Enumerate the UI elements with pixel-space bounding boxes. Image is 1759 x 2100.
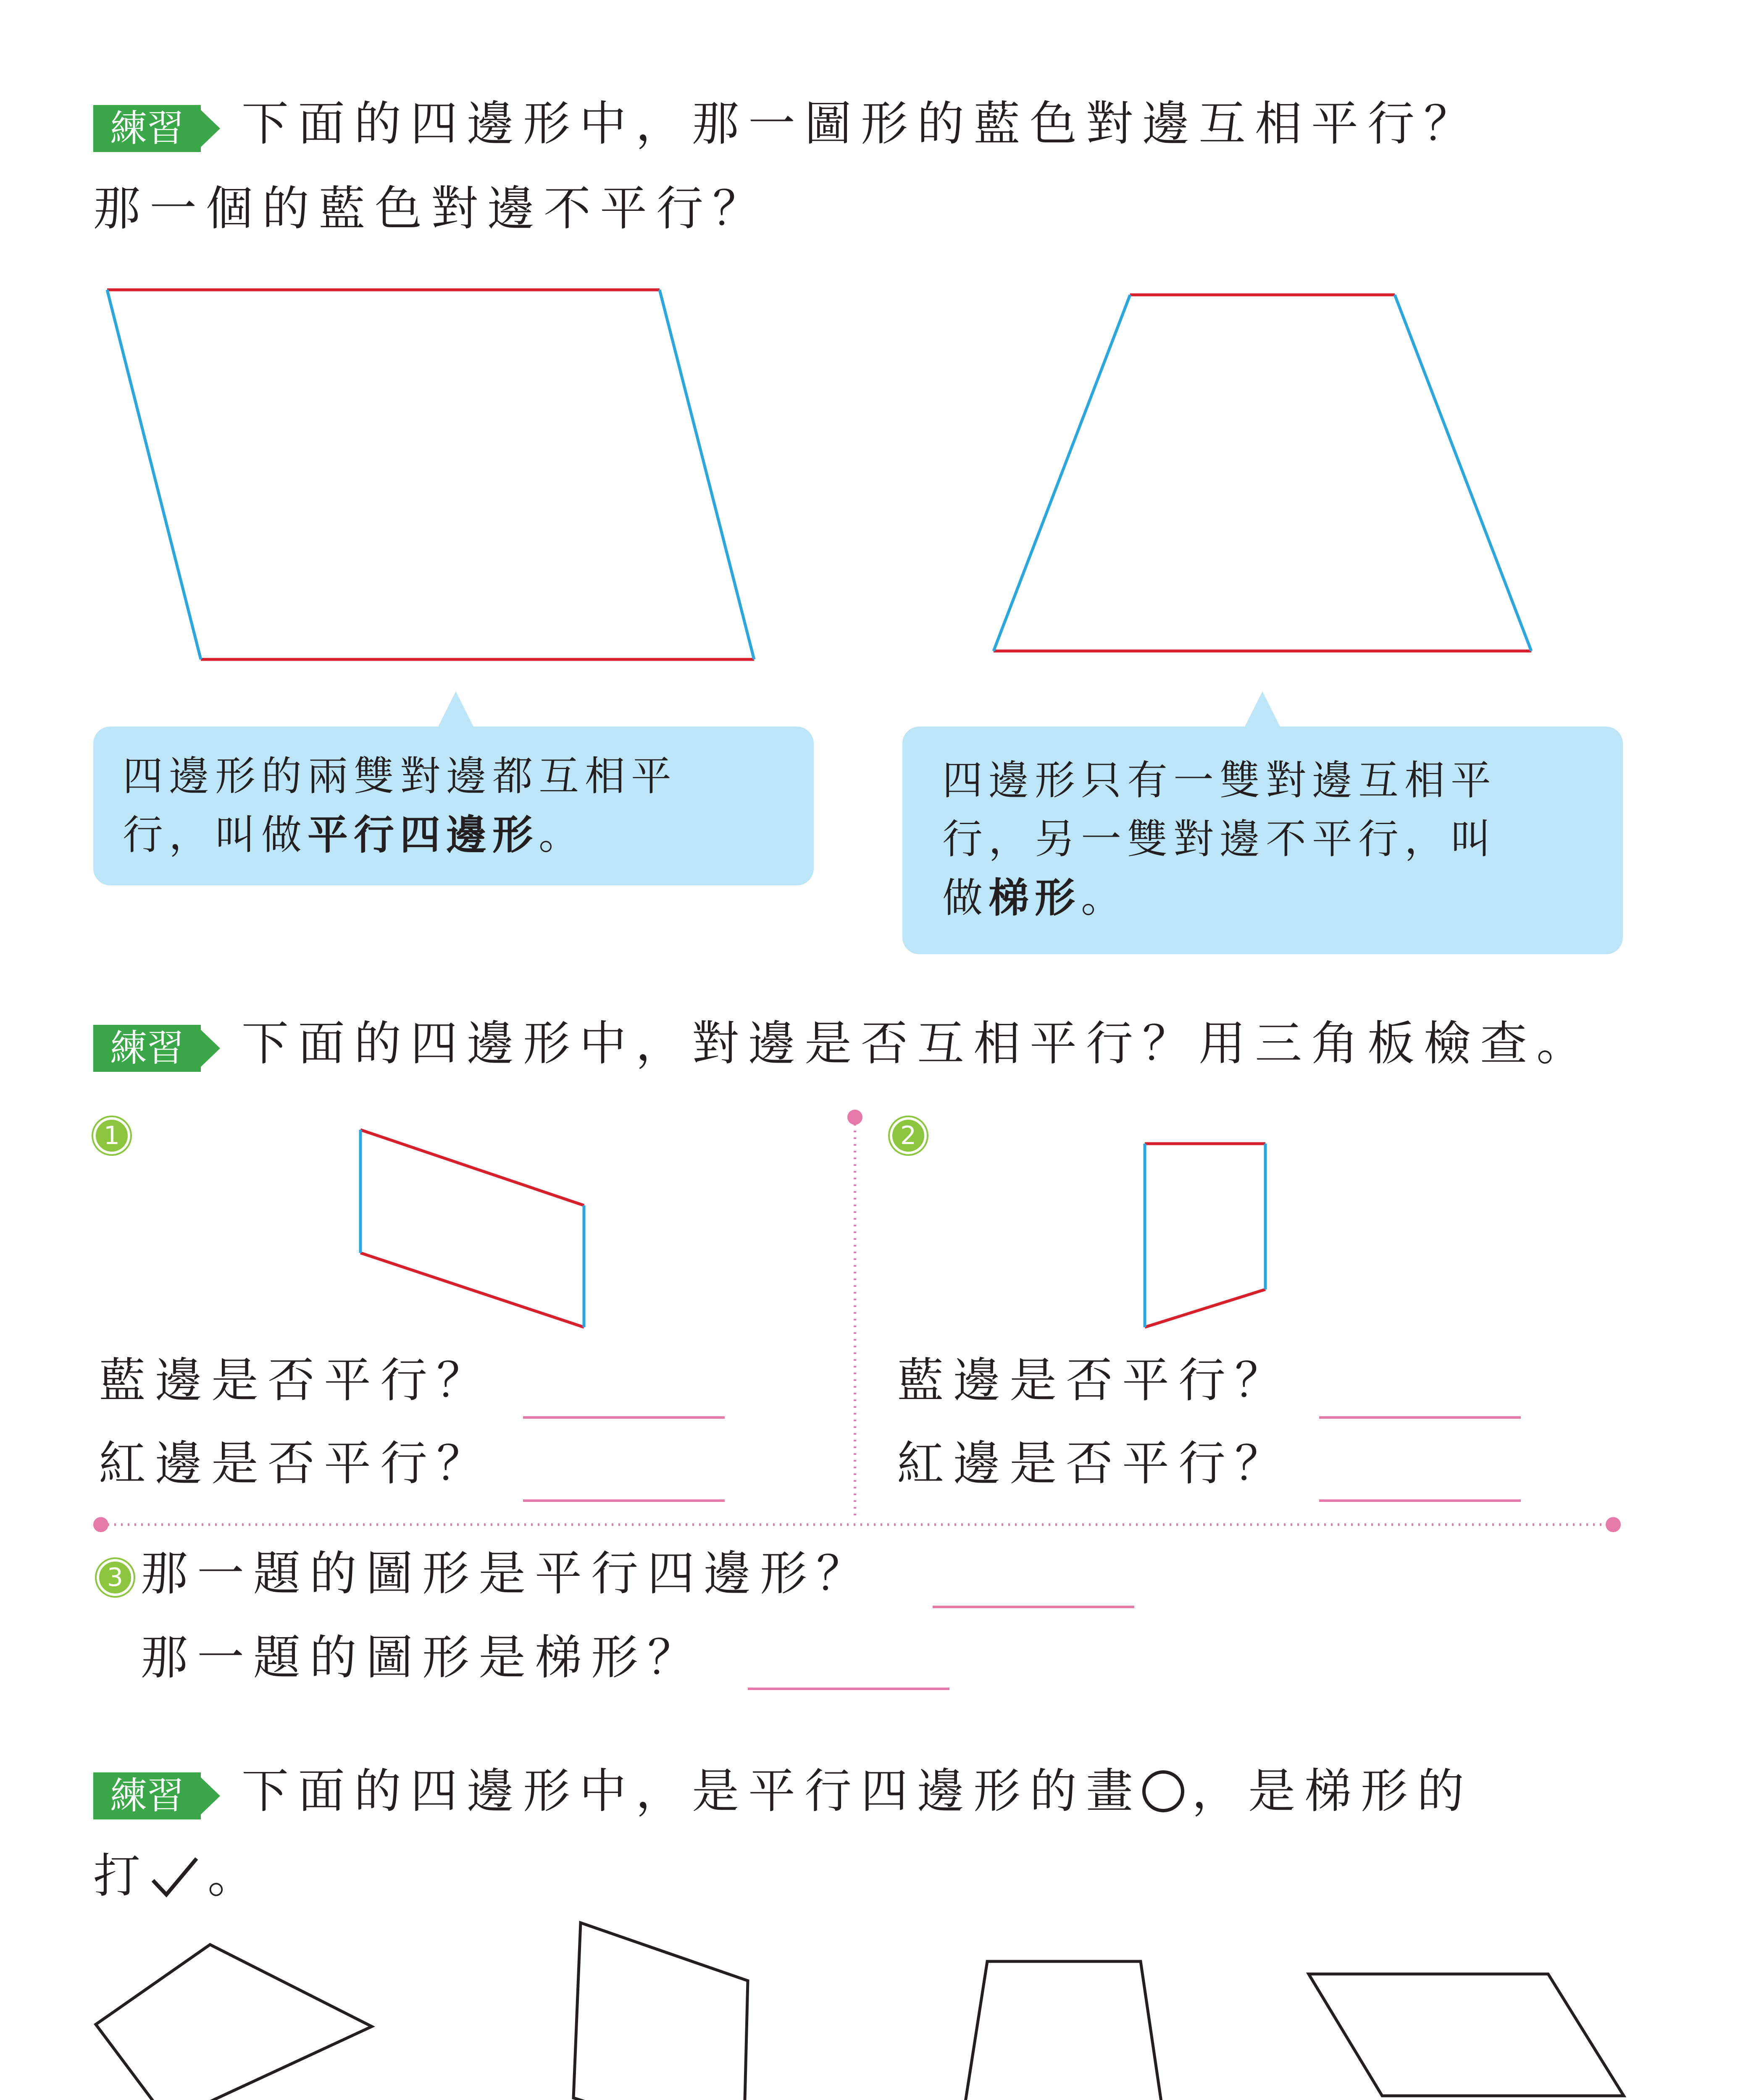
section1-prompt-line2: 那一個的藍色對邊不平行？	[93, 181, 769, 236]
callout-text-span: 。	[539, 811, 585, 858]
exercise-tag-label: 練習	[93, 1772, 201, 1819]
question-number-1: 1	[93, 1117, 130, 1154]
q3-line2: 那一題的圖形是梯形？	[141, 1630, 704, 1685]
q1-blue-question: 藍邊是否平行？	[99, 1353, 493, 1408]
q2-blue-question: 藍邊是否平行？	[897, 1353, 1291, 1408]
callout-text-span: 做	[942, 874, 989, 921]
callout-trapezoid-line2: 行，另一雙對邊不平行，叫	[942, 816, 1497, 863]
section3-prompt-part-c: 打	[93, 1849, 150, 1903]
callout-trapezoid-line1: 四邊形只有一雙對邊互相平	[942, 757, 1497, 804]
callout-text-span: 。	[1081, 874, 1127, 921]
section3-prompt-part-b: ，是梯形的	[1192, 1764, 1473, 1819]
term-parallelogram: 平行四邊形	[308, 811, 539, 858]
irregular-quad-shape	[573, 1923, 748, 2100]
section3-prompt-part-d: 。	[208, 1849, 264, 1903]
question-number-2: 2	[890, 1117, 927, 1154]
exercise-tag-label: 練習	[93, 105, 201, 152]
exercise-tag-label: 練習	[93, 1025, 201, 1072]
q1-red-question: 紅邊是否平行？	[99, 1436, 493, 1491]
q2-red-question: 紅邊是否平行？	[897, 1436, 1291, 1491]
callout-text-span: 行，叫做	[123, 811, 308, 858]
section1-prompt-line1: 下面的四邊形中，那一圖形的藍色對邊互相平行？	[242, 97, 1480, 151]
section2-prompt: 下面的四邊形中，對邊是否互相平行？用三角板檢查。	[242, 1016, 1593, 1071]
parallelogram-shape	[1309, 1974, 1624, 2096]
term-trapezoid: 梯形	[989, 874, 1081, 921]
question-number-3: 3	[97, 1559, 134, 1596]
q3-line1: 那一題的圖形是平行四邊形？	[141, 1546, 873, 1601]
kite-shape	[96, 1945, 372, 2100]
section3-prompt-part-a: 下面的四邊形中，是平行四邊形的畫	[242, 1764, 1142, 1819]
callout-parallelogram-line1: 四邊形的兩雙對邊都互相平	[123, 753, 677, 800]
trapezoid-shape	[965, 1961, 1162, 2100]
